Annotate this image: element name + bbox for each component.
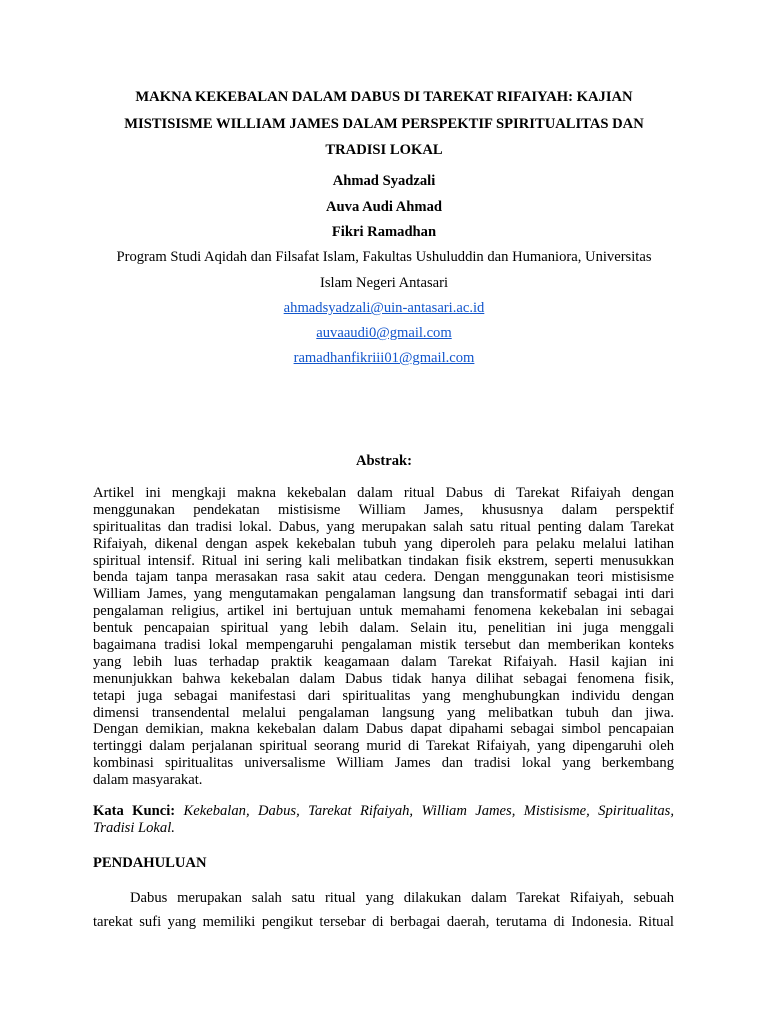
intro-line: Dabus merupakan salah satu ritual yang dilakukan dalam Tarekat Rifaiyah, sebuah	[130, 890, 674, 906]
intro-line: tarekat sufi yang memiliki pengikut tersebar di berbagai daerah, terutama di Indonesia. Ritual	[93, 914, 674, 930]
abstract-line: kombinasi spiritualitas universalisme William James dan tradisi lokal yang berkembang	[93, 755, 674, 772]
email-link[interactable]: auvaaudi0@gmail.com	[316, 325, 452, 341]
author-name: Auva Audi Ahmad	[326, 199, 442, 215]
abstract-line: menggunakan pendekatan mistisisme William James, khususnya dalam perspektif	[93, 501, 674, 518]
email-line	[0, 323, 768, 343]
keywords	[93, 803, 674, 837]
author-name: Ahmad Syadzali	[332, 173, 436, 189]
abstract-line: Dengan demikian, makna kekebalan dalam Dabus dapat dipahami sebagai simbol pencapaian	[93, 721, 674, 738]
keywords-label: Kata Kunci:	[93, 803, 176, 819]
affiliation-line: Islam Negeri Antasari	[319, 275, 449, 291]
title-line: MAKNA KEKEBALAN DALAM DABUS DI TAREKAT RIFAIYAH: KAJIAN	[135, 89, 633, 105]
email-line	[0, 298, 768, 318]
abstract-line: menunjukkan bahwa kekebalan dalam Dabus tidak hanya dilihat sebagai fenomena fisik,	[93, 670, 674, 687]
abstract-heading: Abstrak:	[356, 453, 412, 469]
title-line: TRADISI LOKAL	[325, 142, 443, 158]
email-link[interactable]: ahmadsyadzali@uin-antasari.ac.id	[283, 300, 485, 316]
abstract-line: pengalaman religius, artikel ini bertujuan untuk memahami fenomena kekebalan ini sebagai	[93, 603, 674, 620]
email-line	[0, 348, 768, 368]
email-link[interactable]: ramadhanfikriii01@gmail.com	[293, 350, 475, 366]
abstract-body	[93, 485, 674, 789]
abstract-line: spiritual intensif. Ritual ini sering kali melibatkan tindakan fisik ekstrem, seperti menusukkan	[93, 552, 674, 569]
abstract-line: bentuk pencapaian spiritual yang lebih dalam. Selain itu, penelitian ini juga menggali	[93, 620, 674, 637]
abstract-line: spiritualitas dan tradisi lokal. Dabus, yang merupakan salah satu ritual penting dalam Tarekat	[93, 518, 674, 535]
keywords-list: Kekebalan, Dabus, Tarekat Rifaiyah, William James, Mistisisme, Spiritualitas,	[183, 803, 674, 819]
abstract-line: benda tajam tanpa merasakan rasa sakit atau cedera. Dengan menggunakan teori mistisisme	[93, 569, 674, 586]
abstract-line: bagaimana tradisi lokal mempengaruhi pengalaman mistik tersebut dan memberikan konteks	[93, 637, 674, 654]
abstract-line: William James, yang mengutamakan pengalaman langsung dan transformatif sebagai inti dari	[93, 586, 674, 603]
keywords-line: Tradisi Lokal.	[93, 819, 175, 836]
abstract-line: dimensi transendental melalui pengalaman langsung yang melibatkan tubuh dan jiwa.	[93, 704, 674, 721]
intro-paragraph	[93, 886, 674, 934]
paper-title	[90, 84, 678, 164]
abstract-line: tetapi juga sebagai manifestasi dari spiritualitas yang menghubungkan individu dengan	[93, 687, 674, 704]
affiliation-line: Program Studi Aqidah dan Filsafat Islam, Fakultas Ushuluddin dan Humaniora, Universitas	[116, 249, 652, 265]
abstract-line: Artikel ini mengkaji makna kekebalan dalam ritual Dabus di Tarekat Rifaiyah dengan	[93, 485, 674, 501]
author-name: Fikri Ramadhan	[331, 224, 437, 240]
keywords-line	[93, 803, 674, 820]
section-heading: PENDAHULUAN	[93, 855, 207, 871]
abstract-line: tertinggi dalam perjalanan spiritual seorang murid di Tarekat Rifaiyah, yang dipengaruhi oleh	[93, 738, 674, 755]
abstract-line: dalam masyarakat.	[93, 772, 203, 789]
abstract-line: yang lebih luas terhadap praktik keagamaan dalam Tarekat Rifaiyah. Hasil kajian ini	[93, 653, 674, 670]
title-line: MISTISISME WILLIAM JAMES DALAM PERSPEKTIF SPIRITUALITAS DAN	[124, 115, 644, 132]
abstract-line: Rifaiyah, dikenal dengan aspek kekebalan tubuh yang diperoleh para pelaku melalui latihan	[93, 535, 674, 552]
